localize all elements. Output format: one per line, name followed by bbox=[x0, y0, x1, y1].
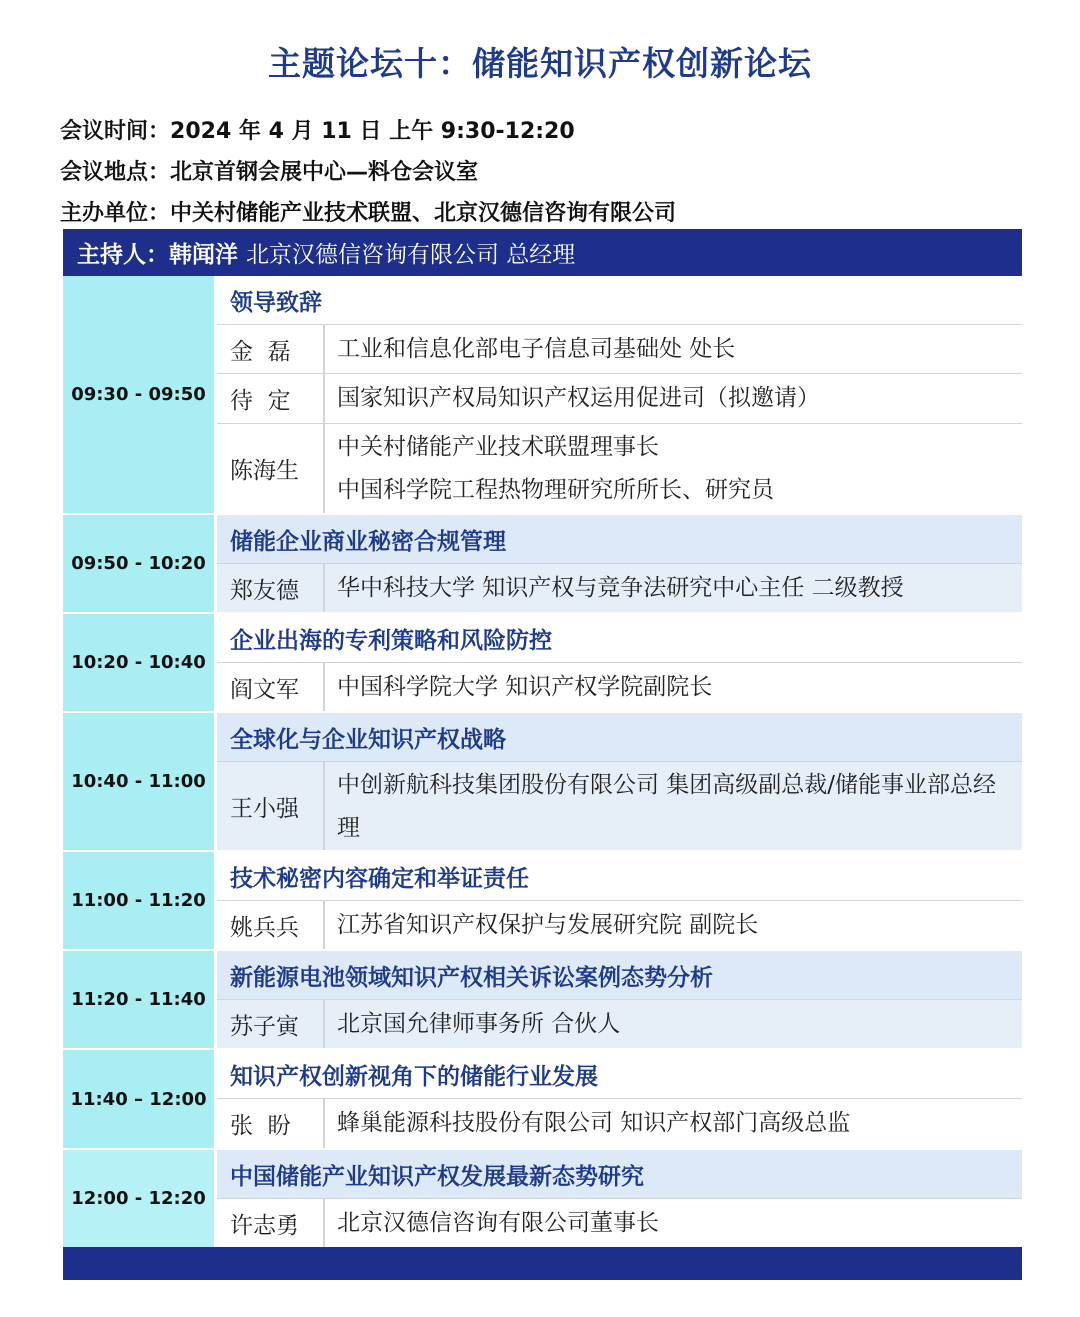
moderator-bar bbox=[63, 229, 1022, 276]
session-time: 12:00 - 12:20 bbox=[63, 1150, 217, 1247]
speaker-row bbox=[217, 424, 1022, 513]
speaker-name: 张 盼 bbox=[217, 1099, 325, 1148]
session-topic: 知识产权创新视角下的储能行业发展 bbox=[217, 1050, 1022, 1099]
speaker-name: 苏子寅 bbox=[217, 1000, 325, 1048]
agenda-session bbox=[63, 1150, 1022, 1247]
agenda-table bbox=[63, 229, 1022, 1280]
speaker-row bbox=[217, 762, 1022, 850]
speaker-affiliation: 国家知识产权局知识产权运用促进司（拟邀请） bbox=[337, 385, 820, 411]
speaker-name: 姚兵兵 bbox=[217, 901, 325, 949]
session-topic: 技术秘密内容确定和举证责任 bbox=[217, 852, 1022, 901]
speaker-affiliation: 中创新航科技集团股份有限公司 集团高级副总裁/储能事业部总经理 bbox=[337, 772, 997, 841]
agenda-session bbox=[63, 1050, 1022, 1150]
meeting-time bbox=[60, 114, 575, 145]
meeting-place-value: 北京首钢会展中心—料仓会议室 bbox=[170, 160, 479, 185]
speaker-affiliation: 江苏省知识产权保护与发展研究院 副院长 bbox=[337, 911, 759, 938]
moderator-title: 北京汉德信咨询有限公司 总经理 bbox=[246, 242, 576, 268]
speaker-affiliation: 工业和信息化部电子信息司基础处 处长 bbox=[337, 335, 736, 362]
session-time: 09:30 - 09:50 bbox=[63, 276, 217, 513]
speaker-name: 许志勇 bbox=[217, 1199, 325, 1247]
speaker-row bbox=[217, 374, 1022, 424]
agenda-session bbox=[63, 951, 1022, 1050]
speaker-name: 陈海生 bbox=[217, 424, 325, 513]
speaker-affiliation: 蜂巢能源科技股份有限公司 知识产权部门高级总监 bbox=[337, 1110, 851, 1136]
speaker-affiliation: 北京国允律师事务所 合伙人 bbox=[337, 1010, 621, 1037]
speaker-affiliation bbox=[325, 424, 1022, 513]
meeting-time-label: 会议时间： bbox=[60, 119, 171, 144]
agenda-session bbox=[63, 276, 1022, 515]
speaker-row bbox=[217, 1000, 1022, 1048]
speaker-name: 待 定 bbox=[217, 374, 325, 423]
moderator-label: 主持人： bbox=[77, 242, 169, 268]
speaker-affiliation-line: 中关村储能产业技术联盟理事长 bbox=[337, 433, 659, 460]
speaker-name: 郑友德 bbox=[217, 564, 325, 612]
agenda-session bbox=[63, 614, 1022, 713]
session-topic: 中国储能产业知识产权发展最新态势研究 bbox=[217, 1150, 1022, 1199]
session-topic: 领导致辞 bbox=[217, 276, 1022, 325]
session-time: 11:20 - 11:40 bbox=[63, 951, 217, 1048]
speaker-name: 阎文军 bbox=[217, 663, 325, 711]
host-organization bbox=[60, 196, 676, 227]
agenda-session bbox=[63, 515, 1022, 614]
agenda-session bbox=[63, 713, 1022, 852]
meeting-place-label: 会议地点： bbox=[60, 160, 171, 185]
session-time: 11:00 - 11:20 bbox=[63, 852, 217, 949]
session-time: 11:40 – 12:00 bbox=[63, 1050, 217, 1148]
moderator-name: 韩闻洋 bbox=[169, 242, 238, 268]
session-time: 09:50 - 10:20 bbox=[63, 515, 217, 612]
session-time: 10:40 - 11:00 bbox=[63, 713, 217, 850]
speaker-row bbox=[217, 1199, 1022, 1247]
host-organization-value: 中关村储能产业技术联盟、北京汉德信咨询有限公司 bbox=[170, 201, 677, 226]
speaker-row bbox=[217, 663, 1022, 711]
session-topic: 新能源电池领域知识产权相关诉讼案例态势分析 bbox=[217, 951, 1022, 1000]
speaker-name: 王小强 bbox=[217, 762, 325, 850]
speaker-affiliation-line: 中国科学院工程热物理研究所所长、研究员 bbox=[337, 476, 774, 503]
meeting-place bbox=[60, 155, 478, 186]
speaker-name: 金 磊 bbox=[217, 325, 325, 373]
speaker-row bbox=[217, 901, 1022, 949]
speaker-affiliation: 北京汉德信咨询有限公司董事长 bbox=[337, 1209, 659, 1236]
page-title: 主题论坛十：储能知识产权创新论坛 bbox=[268, 44, 812, 83]
speaker-row bbox=[217, 564, 1022, 612]
meeting-time-value: 2024 年 4 月 11 日 上午 9:30-12:20 bbox=[170, 119, 575, 144]
host-organization-label: 主办单位： bbox=[60, 201, 171, 226]
speaker-affiliation: 华中科技大学 知识产权与竞争法研究中心主任 二级教授 bbox=[337, 574, 904, 601]
session-topic: 储能企业商业秘密合规管理 bbox=[217, 515, 1022, 564]
agenda-session bbox=[63, 852, 1022, 951]
session-time: 10:20 - 10:40 bbox=[63, 614, 217, 711]
speaker-affiliation: 中国科学院大学 知识产权学院副院长 bbox=[337, 673, 713, 700]
speaker-row bbox=[217, 1099, 1022, 1148]
footer-bar bbox=[63, 1247, 1022, 1280]
session-topic: 企业出海的专利策略和风险防控 bbox=[217, 614, 1022, 663]
session-topic: 全球化与企业知识产权战略 bbox=[217, 713, 1022, 762]
speaker-row bbox=[217, 325, 1022, 374]
